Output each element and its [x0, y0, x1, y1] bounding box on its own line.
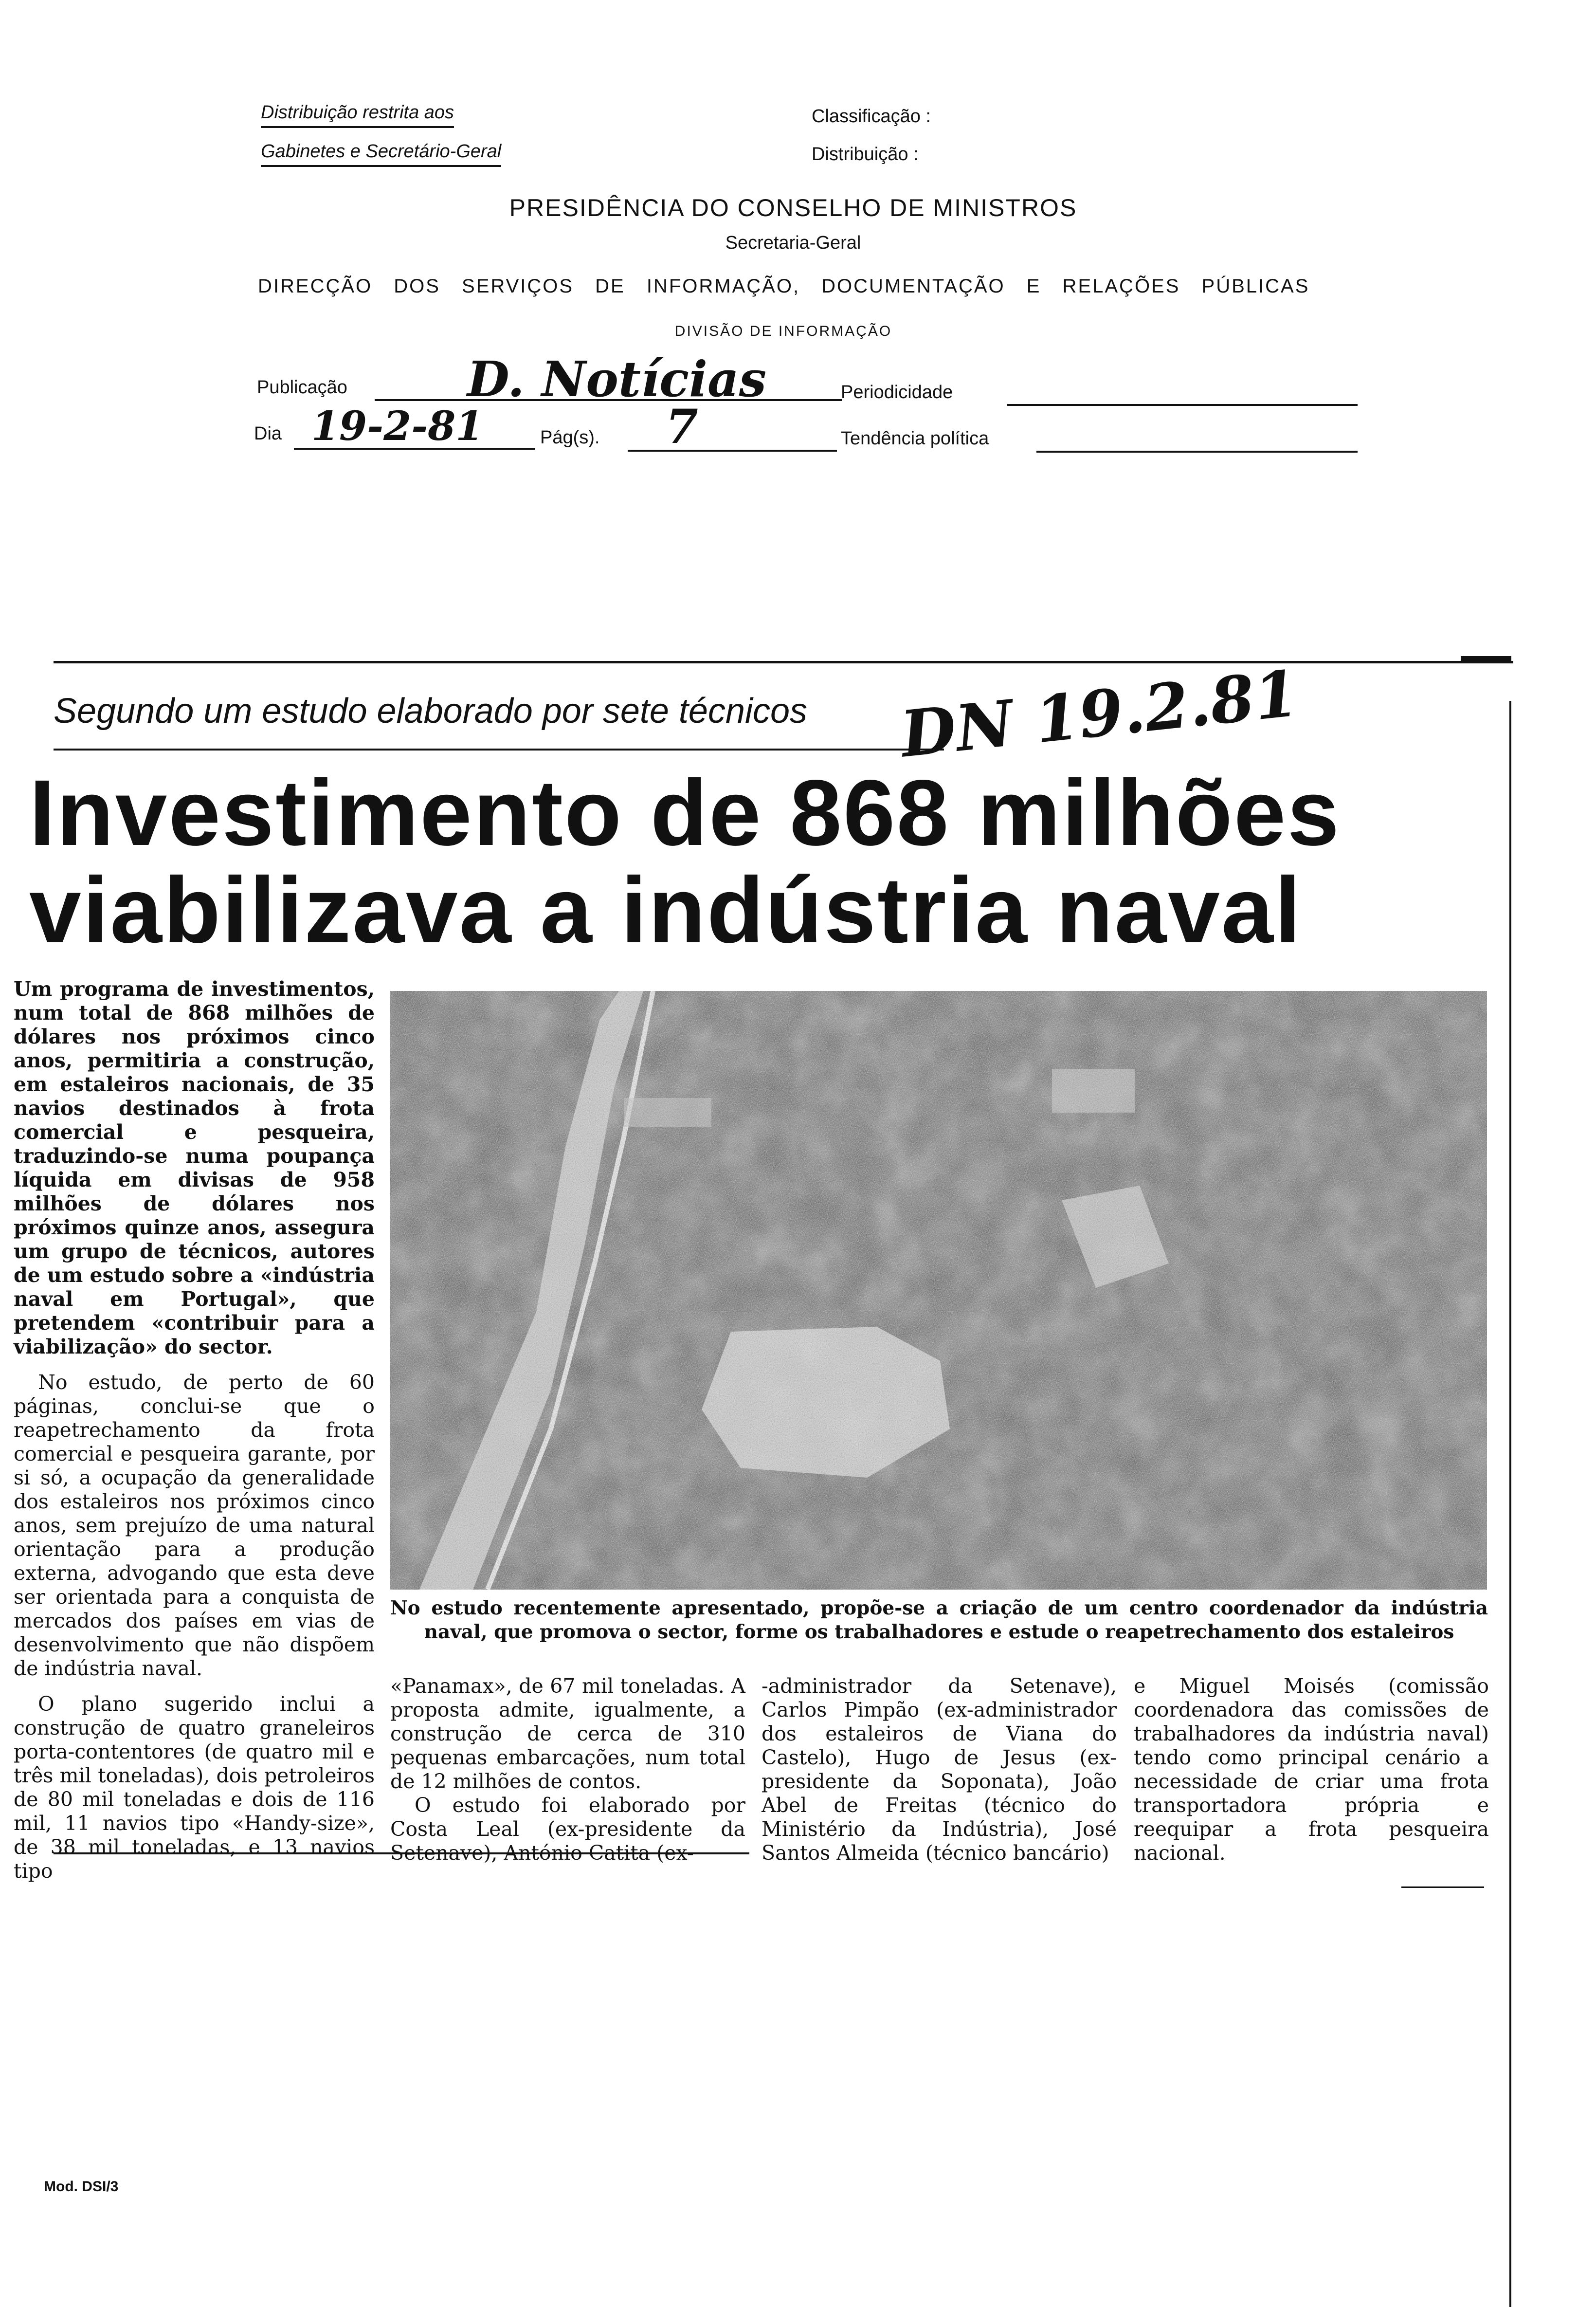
- periodicidade-label: Periodicidade: [841, 382, 953, 403]
- secretaria-geral: Secretaria-Geral: [725, 233, 861, 253]
- column-4-paragraph: e Miguel Moisés (comissão coordenadora das comissões de trabalhadores da indústria naval) tendo como principal cenário a necessidade de criar uma frota transportadora própria e reequipar a frota pesqueira nacional.: [1134, 1674, 1489, 1865]
- column-end-rule: [1401, 1886, 1484, 1888]
- kicker: Segundo um estudo elaborado por sete técnicos: [54, 692, 808, 731]
- restriction-line-2: Gabinetes e Secretário-Geral: [261, 141, 501, 167]
- pags-label: Pág(s).: [540, 427, 600, 448]
- paragraph-2: No estudo, de perto de 60 páginas, conclui-se que o reapetrechamento da frota comercial e pesqueira garante, por si só, a ocupação da generalidade dos estaleiros nos próximos cinco anos, sem prejuízo de uma natural orientação para a produção externa, advogando que esta deve ser orientada para a conquista de mercados dos países em vias de desenvolvimento que não dispõem de indústria naval.: [14, 1371, 375, 1680]
- pags-handwritten: 7: [666, 399, 698, 454]
- kicker-rule: [54, 749, 944, 751]
- article-column-3: [762, 1674, 1117, 1865]
- column-2-paragraph-2: O estudo foi elaborado por Costa Leal (ex-presidente da Setenave), António Catita (ex-: [390, 1794, 745, 1865]
- dia-label: Dia: [254, 423, 282, 444]
- tendencia-blank: [1036, 451, 1358, 453]
- clipping-bottom-rule: [54, 1852, 749, 1854]
- shipyard-aerial-photo: [390, 991, 1487, 1590]
- article-column-1: [14, 977, 375, 1883]
- pags-blank: [628, 450, 837, 452]
- photo-drawing: [390, 991, 1487, 1590]
- direccao-line: DIRECÇÃO DOS SERVIÇOS DE INFORMAÇÃO, DOCUMENTAÇÃO E RELAÇÕES PÚBLICAS: [258, 275, 1310, 297]
- org-title: PRESIDÊNCIA DO CONSELHO DE MINISTROS: [509, 194, 1077, 221]
- headline-line-1: Investimento de 868 milhões: [29, 760, 1341, 865]
- publicacao-handwritten: D. Notícias: [467, 350, 767, 408]
- tendencia-label: Tendência política: [841, 428, 989, 449]
- distribuicao-label: Distribuição :: [812, 144, 919, 165]
- headline-line-2: viabilizava a indústria naval: [29, 858, 1303, 962]
- column-3-paragraph: -administrador da Setenave), Carlos Pimpão (ex-administrador dos estaleiros de Viana do Castelo), Hugo de Jesus (ex-presidente da Soponata), João Abel de Freitas (técnico do Ministério da Indústria), José Santos Almeida (técnico bancário): [762, 1674, 1117, 1865]
- publicacao-label: Publicação: [257, 377, 347, 398]
- form-code: Mod. DSI/3: [44, 2179, 119, 2195]
- lead-paragraph: Um programa de investimentos, num total de 868 milhões de dólares nos próximos cinco anos, permitiria a construção, em estaleiros nacionais, de 35 navios destinados à frota comercial e pesqueira, traduzindo-se numa poupança líquida em divisas de 958 milhões de dólares nos próximos quinze anos, assegura um grupo de técnicos, autores de um estudo sobre a «indústria naval em Portugal», que pretendem «contribuir para a viabilização» do sector.: [14, 977, 375, 1358]
- periodicidade-blank: [1007, 404, 1358, 406]
- article-column-4: [1134, 1674, 1489, 1865]
- headline: [29, 760, 1508, 962]
- column-2-paragraph-1: «Panamax», de 67 mil toneladas. A proposta admite, igualmente, a construção de cerca de 310 pequenas embarcações, num total de 12 milhões de contos.: [390, 1674, 745, 1793]
- restriction-line-1: Distribuição restrita aos: [261, 102, 454, 128]
- divisao-line: DIVISÃO DE INFORMAÇÃO: [674, 323, 892, 339]
- handwritten-reference: DN 19.2.81: [897, 656, 1302, 772]
- clipping-top-rule-thick: [1461, 656, 1511, 663]
- article-column-2: [390, 1674, 745, 1865]
- clipping-right-rule: [1509, 701, 1511, 2307]
- dia-handwritten: 19-2-81: [311, 403, 484, 450]
- photo-caption: No estudo recentemente apresentado, propõe-se a criação de um centro coordenador da indústria naval, que promova o sector, forme os trabalhadores e estude o reapetrechamento dos estaleiros: [390, 1597, 1488, 1643]
- paragraph-3: O plano sugerido inclui a construção de quatro graneleiros porta-contentores (de quatro mil e três mil toneladas), dois petroleiros de 80 mil toneladas e dois de 116 mil, 11 navios tipo «Handy-size», de 38 mil toneladas, e 13 navios tipo: [14, 1692, 375, 1883]
- classificacao-label: Classificação :: [812, 106, 931, 127]
